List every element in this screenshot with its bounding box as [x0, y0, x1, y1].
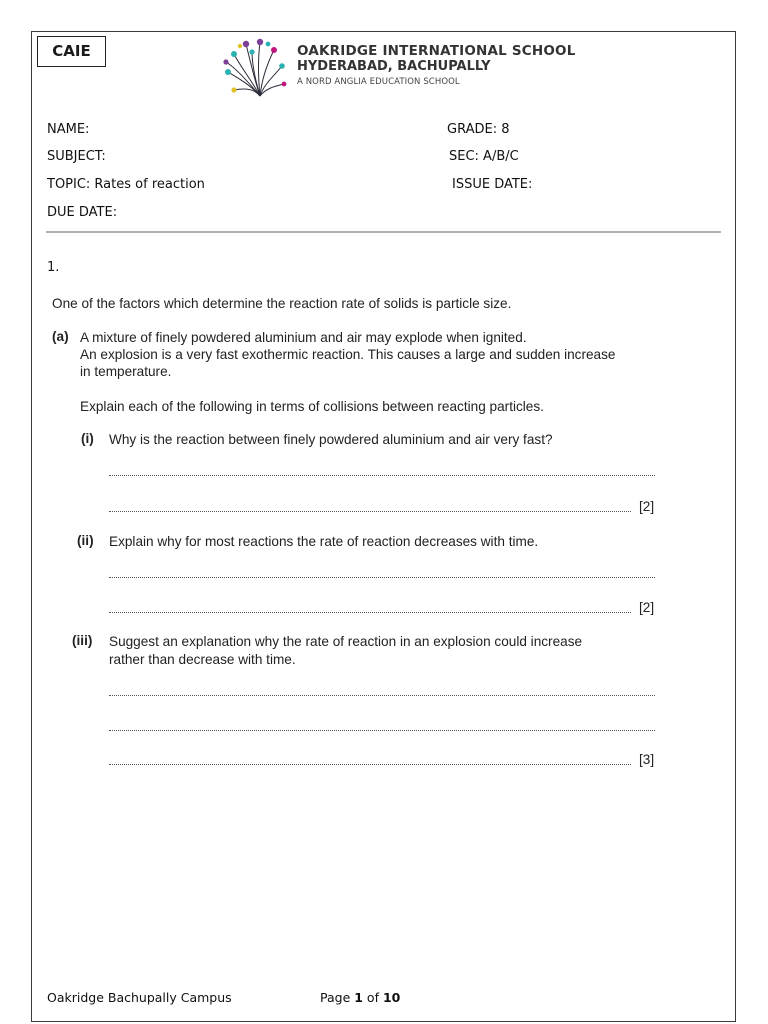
section-label: SEC: A/B/C: [449, 149, 519, 164]
footer-campus: Oakridge Bachupally Campus: [47, 990, 232, 1005]
sub-ii-question: Explain why for most reactions the rate of reaction decreases with time.: [109, 534, 539, 549]
header-divider: [46, 231, 721, 233]
sub-ii-label: (ii): [77, 533, 94, 548]
answer-line[interactable]: [109, 730, 655, 731]
grade-label: GRADE: 8: [447, 122, 510, 137]
due-date-label: DUE DATE:: [47, 205, 118, 220]
sub-i-question: Why is the reaction between finely powdered aluminium and air very fast?: [109, 432, 553, 447]
sub-iii-question-line: Suggest an explanation why the rate of reaction in an explosion could increase: [109, 634, 583, 649]
exam-board-badge: CAIE: [37, 36, 106, 67]
sub-iii-label: (iii): [72, 633, 93, 648]
page-total: 10: [382, 990, 401, 1005]
school-name: OAKRIDGE INTERNATIONAL SCHOOL: [297, 43, 576, 59]
answer-line[interactable]: [109, 577, 655, 578]
page-of: of: [362, 990, 383, 1005]
dandelion-logo-icon: [222, 36, 288, 100]
page-prefix: Page: [320, 990, 355, 1005]
answer-line[interactable]: [109, 764, 631, 765]
name-field-label: NAME:: [47, 122, 90, 137]
answer-line[interactable]: [109, 612, 631, 613]
topic-label: TOPIC: Rates of reaction: [47, 177, 205, 192]
marks-label: [3]: [639, 752, 655, 767]
marks-label: [2]: [639, 600, 655, 615]
sub-i-label: (i): [81, 431, 94, 446]
sub-iii-question-line: rather than decrease with time.: [109, 652, 296, 667]
answer-line[interactable]: [109, 475, 655, 476]
page-current: 1: [354, 990, 363, 1005]
answer-line[interactable]: [109, 695, 655, 696]
part-a-text-line: An explosion is a very fast exothermic reaction. This causes a large and sudden increase: [80, 347, 616, 362]
question-intro: One of the factors which determine the reaction rate of solids is particle size.: [52, 296, 512, 311]
part-a-instruction: Explain each of the following in terms of collisions between reacting particles.: [80, 399, 544, 414]
issue-date-label: ISSUE DATE:: [452, 177, 533, 192]
subject-field-label: SUBJECT:: [47, 149, 106, 164]
marks-label: [2]: [639, 499, 655, 514]
part-a-text-line: in temperature.: [80, 364, 172, 379]
school-location: HYDERABAD, BACHUPALLY: [297, 59, 491, 74]
question-number: 1.: [47, 260, 60, 275]
footer-page-number: [320, 990, 400, 1005]
part-a-text-line: A mixture of finely powdered aluminium and air may explode when ignited.: [80, 330, 527, 345]
answer-line[interactable]: [109, 511, 631, 512]
school-group: A NORD ANGLIA EDUCATION SCHOOL: [297, 77, 460, 87]
part-a-label: (a): [52, 329, 69, 344]
